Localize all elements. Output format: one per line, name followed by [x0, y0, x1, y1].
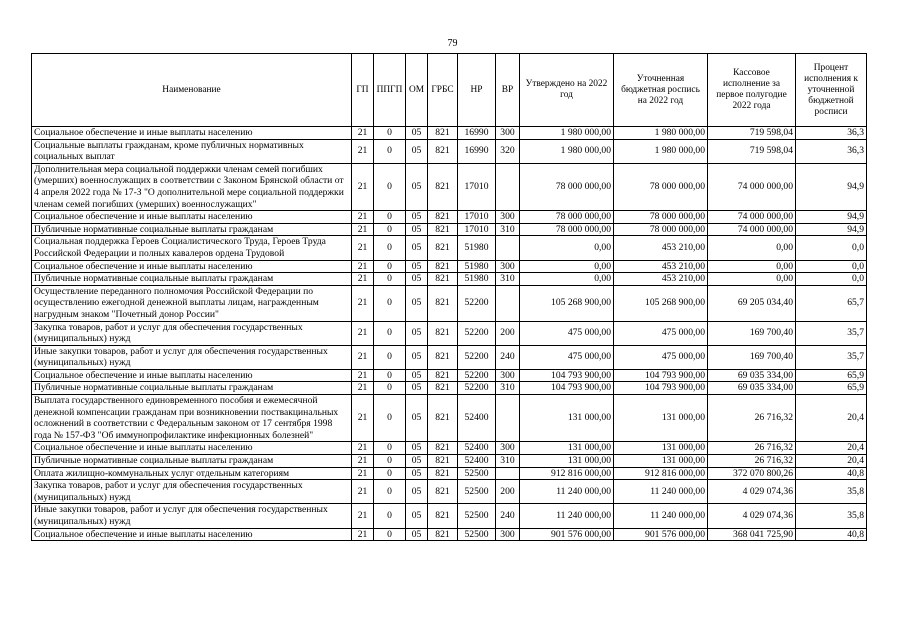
cell-om: 05 [406, 260, 428, 273]
cell-refined: 11 240 000,00 [614, 504, 708, 528]
cell-refined: 131 000,00 [614, 442, 708, 455]
cell-cash: 368 041 725,90 [708, 528, 796, 541]
cell-refined: 104 793 900,00 [614, 382, 708, 395]
cell-om: 05 [406, 211, 428, 224]
cell-percent: 0,0 [796, 273, 867, 286]
cell-grbs: 821 [428, 223, 458, 236]
cell-grbs: 821 [428, 504, 458, 528]
cell-ppgp: 0 [374, 395, 406, 442]
cell-approved: 11 240 000,00 [520, 480, 614, 504]
cell-approved: 11 240 000,00 [520, 504, 614, 528]
table-row [32, 395, 867, 442]
cell-percent: 20,4 [796, 395, 867, 442]
cell-refined: 131 000,00 [614, 395, 708, 442]
cell-om: 05 [406, 127, 428, 140]
cell-grbs: 821 [428, 236, 458, 260]
cell-nr: 52400 [458, 442, 496, 455]
cell-vr: 240 [496, 345, 520, 369]
cell-cash: 0,00 [708, 236, 796, 260]
cell-om: 05 [406, 442, 428, 455]
cell-name: Осуществление переданного полномочия Российской Федерации по осуществлению ежегодной денежной выплаты лицам, награжденным нагрудным знаком "Почетный донор России" [32, 285, 352, 321]
header-vr: ВР [496, 54, 520, 127]
cell-name: Иные закупки товаров, работ и услуг для обеспечения государственных (муниципальных) нужд [32, 504, 352, 528]
cell-ppgp: 0 [374, 345, 406, 369]
cell-grbs: 821 [428, 395, 458, 442]
cell-ppgp: 0 [374, 442, 406, 455]
cell-approved: 105 268 900,00 [520, 285, 614, 321]
cell-ppgp: 0 [374, 223, 406, 236]
cell-percent: 35,8 [796, 504, 867, 528]
table-row [32, 273, 867, 286]
cell-nr: 51980 [458, 236, 496, 260]
table-row [32, 382, 867, 395]
cell-name: Социальное обеспечение и иные выплаты населению [32, 442, 352, 455]
cell-name: Публичные нормативные социальные выплаты гражданам [32, 455, 352, 468]
cell-vr: 240 [496, 504, 520, 528]
cell-name: Социальное обеспечение и иные выплаты населению [32, 369, 352, 382]
header-om: ОМ [406, 54, 428, 127]
cell-vr [496, 395, 520, 442]
cell-percent: 65,7 [796, 285, 867, 321]
cell-vr [496, 285, 520, 321]
cell-om: 05 [406, 223, 428, 236]
cell-grbs: 821 [428, 260, 458, 273]
cell-nr: 52500 [458, 480, 496, 504]
cell-approved: 1 980 000,00 [520, 127, 614, 140]
cell-percent: 65,9 [796, 369, 867, 382]
header-grbs: ГРБС [428, 54, 458, 127]
cell-nr: 52500 [458, 504, 496, 528]
cell-om: 05 [406, 273, 428, 286]
cell-gp: 21 [352, 273, 374, 286]
cell-nr: 17010 [458, 223, 496, 236]
table-row [32, 211, 867, 224]
cell-name: Закупка товаров, работ и услуг для обеспечения государственных (муниципальных) нужд [32, 321, 352, 345]
cell-om: 05 [406, 480, 428, 504]
cell-grbs: 821 [428, 382, 458, 395]
cell-nr: 52200 [458, 285, 496, 321]
table-row [32, 236, 867, 260]
cell-gp: 21 [352, 163, 374, 210]
cell-ppgp: 0 [374, 273, 406, 286]
cell-percent: 36,3 [796, 139, 867, 163]
cell-vr: 300 [496, 260, 520, 273]
cell-name: Оплата жилищно-коммунальных услуг отдельным категориям [32, 467, 352, 480]
cell-grbs: 821 [428, 467, 458, 480]
cell-om: 05 [406, 504, 428, 528]
header-cash: Кассовое исполнение за первое полугодие 2022 года [708, 54, 796, 127]
cell-ppgp: 0 [374, 321, 406, 345]
cell-approved: 78 000 000,00 [520, 163, 614, 210]
page-number: 79 [447, 38, 458, 49]
cell-gp: 21 [352, 455, 374, 468]
cell-gp: 21 [352, 382, 374, 395]
cell-grbs: 821 [428, 480, 458, 504]
cell-percent: 35,7 [796, 345, 867, 369]
cell-cash: 719 598,04 [708, 127, 796, 140]
cell-cash: 74 000 000,00 [708, 223, 796, 236]
cell-name: Закупка товаров, работ и услуг для обеспечения государственных (муниципальных) нужд [32, 480, 352, 504]
table-row [32, 163, 867, 210]
cell-cash: 74 000 000,00 [708, 211, 796, 224]
header-row [32, 54, 867, 127]
cell-gp: 21 [352, 223, 374, 236]
cell-om: 05 [406, 528, 428, 541]
cell-cash: 26 716,32 [708, 455, 796, 468]
cell-refined: 475 000,00 [614, 321, 708, 345]
cell-om: 05 [406, 455, 428, 468]
cell-gp: 21 [352, 369, 374, 382]
cell-vr [496, 236, 520, 260]
cell-percent: 36,3 [796, 127, 867, 140]
cell-om: 05 [406, 382, 428, 395]
cell-nr: 16990 [458, 127, 496, 140]
cell-name: Социальное обеспечение и иные выплаты населению [32, 260, 352, 273]
cell-nr: 51980 [458, 260, 496, 273]
table-row [32, 223, 867, 236]
table-row [32, 504, 867, 528]
cell-vr: 310 [496, 455, 520, 468]
cell-cash: 74 000 000,00 [708, 163, 796, 210]
cell-approved: 475 000,00 [520, 321, 614, 345]
cell-name: Социальные выплаты гражданам, кроме публичных нормативных социальных выплат [32, 139, 352, 163]
cell-om: 05 [406, 163, 428, 210]
cell-percent: 35,8 [796, 480, 867, 504]
cell-vr: 300 [496, 127, 520, 140]
cell-nr: 17010 [458, 163, 496, 210]
cell-ppgp: 0 [374, 285, 406, 321]
cell-nr: 52200 [458, 345, 496, 369]
cell-cash: 69 035 334,00 [708, 369, 796, 382]
cell-name: Социальное обеспечение и иные выплаты населению [32, 528, 352, 541]
cell-ppgp: 0 [374, 382, 406, 395]
table-row [32, 480, 867, 504]
cell-nr: 52200 [458, 382, 496, 395]
cell-vr [496, 467, 520, 480]
cell-name: Публичные нормативные социальные выплаты гражданам [32, 273, 352, 286]
table-row [32, 345, 867, 369]
cell-gp: 21 [352, 442, 374, 455]
cell-cash: 372 070 800,26 [708, 467, 796, 480]
cell-cash: 0,00 [708, 260, 796, 273]
cell-gp: 21 [352, 236, 374, 260]
budget-table [31, 53, 867, 541]
cell-approved: 131 000,00 [520, 442, 614, 455]
cell-approved: 104 793 900,00 [520, 382, 614, 395]
cell-vr: 310 [496, 382, 520, 395]
cell-approved: 1 980 000,00 [520, 139, 614, 163]
header-name: Наименование [32, 54, 352, 127]
cell-nr: 52200 [458, 321, 496, 345]
cell-percent: 94,9 [796, 163, 867, 210]
cell-gp: 21 [352, 528, 374, 541]
cell-gp: 21 [352, 345, 374, 369]
cell-name: Иные закупки товаров, работ и услуг для обеспечения государственных (муниципальных) нужд [32, 345, 352, 369]
cell-vr: 300 [496, 528, 520, 541]
cell-grbs: 821 [428, 442, 458, 455]
cell-om: 05 [406, 345, 428, 369]
cell-nr: 16990 [458, 139, 496, 163]
header-nr: НР [458, 54, 496, 127]
cell-approved: 0,00 [520, 236, 614, 260]
cell-approved: 131 000,00 [520, 395, 614, 442]
cell-cash: 719 598,04 [708, 139, 796, 163]
cell-nr: 52400 [458, 395, 496, 442]
cell-grbs: 821 [428, 285, 458, 321]
cell-ppgp: 0 [374, 127, 406, 140]
cell-name: Дополнительная мера социальной поддержки членам семей погибших (умерших) военнослужащих в соответствии с Законом Брянской области от 4 апреля 2022 года № 17-З "О дополнительной мере социальной поддержки членам семей погибших (умерших) военнослужащих" [32, 163, 352, 210]
cell-gp: 21 [352, 504, 374, 528]
table-row [32, 455, 867, 468]
cell-cash: 26 716,32 [708, 395, 796, 442]
cell-cash: 69 035 334,00 [708, 382, 796, 395]
cell-cash: 69 205 034,40 [708, 285, 796, 321]
cell-ppgp: 0 [374, 260, 406, 273]
cell-vr: 310 [496, 223, 520, 236]
cell-vr: 320 [496, 139, 520, 163]
cell-percent: 35,7 [796, 321, 867, 345]
cell-percent: 65,9 [796, 382, 867, 395]
cell-percent: 40,8 [796, 467, 867, 480]
header-percent: Процент исполнения к уточненной бюджетной росписи [796, 54, 867, 127]
cell-vr: 300 [496, 442, 520, 455]
cell-cash: 169 700,40 [708, 321, 796, 345]
cell-nr: 17010 [458, 211, 496, 224]
cell-refined: 912 816 000,00 [614, 467, 708, 480]
cell-grbs: 821 [428, 163, 458, 210]
table-row [32, 139, 867, 163]
cell-approved: 78 000 000,00 [520, 211, 614, 224]
cell-om: 05 [406, 285, 428, 321]
cell-ppgp: 0 [374, 467, 406, 480]
header-ppgp: ППГП [374, 54, 406, 127]
cell-om: 05 [406, 321, 428, 345]
table-row [32, 260, 867, 273]
cell-gp: 21 [352, 127, 374, 140]
table-row [32, 127, 867, 140]
cell-cash: 0,00 [708, 273, 796, 286]
cell-percent: 94,9 [796, 223, 867, 236]
cell-percent: 94,9 [796, 211, 867, 224]
cell-gp: 21 [352, 285, 374, 321]
cell-nr: 52400 [458, 455, 496, 468]
cell-grbs: 821 [428, 369, 458, 382]
cell-ppgp: 0 [374, 139, 406, 163]
cell-name: Публичные нормативные социальные выплаты гражданам [32, 382, 352, 395]
cell-gp: 21 [352, 321, 374, 345]
cell-gp: 21 [352, 211, 374, 224]
cell-refined: 901 576 000,00 [614, 528, 708, 541]
cell-vr: 310 [496, 273, 520, 286]
cell-grbs: 821 [428, 345, 458, 369]
cell-gp: 21 [352, 395, 374, 442]
cell-percent: 20,4 [796, 442, 867, 455]
cell-percent: 0,0 [796, 236, 867, 260]
cell-approved: 104 793 900,00 [520, 369, 614, 382]
cell-grbs: 821 [428, 455, 458, 468]
cell-refined: 104 793 900,00 [614, 369, 708, 382]
cell-grbs: 821 [428, 321, 458, 345]
cell-name: Выплата государственного единовременного пособия и ежемесячной денежной компенсации гражданам при возникновении поствакцинальных осложнений в соответствии с Федеральным законом от 17 сентября 1998 года № 157-ФЗ "Об иммунопрофилактике инфекционных болезней" [32, 395, 352, 442]
cell-gp: 21 [352, 467, 374, 480]
cell-name: Социальное обеспечение и иные выплаты населению [32, 211, 352, 224]
cell-om: 05 [406, 369, 428, 382]
cell-vr: 300 [496, 369, 520, 382]
cell-approved: 901 576 000,00 [520, 528, 614, 541]
cell-approved: 0,00 [520, 260, 614, 273]
cell-ppgp: 0 [374, 369, 406, 382]
cell-vr [496, 163, 520, 210]
cell-grbs: 821 [428, 528, 458, 541]
cell-refined: 1 980 000,00 [614, 139, 708, 163]
table-row [32, 467, 867, 480]
cell-ppgp: 0 [374, 528, 406, 541]
cell-name: Публичные нормативные социальные выплаты гражданам [32, 223, 352, 236]
cell-nr: 52200 [458, 369, 496, 382]
cell-refined: 78 000 000,00 [614, 211, 708, 224]
cell-ppgp: 0 [374, 504, 406, 528]
cell-grbs: 821 [428, 139, 458, 163]
cell-cash: 26 716,32 [708, 442, 796, 455]
cell-ppgp: 0 [374, 211, 406, 224]
cell-ppgp: 0 [374, 480, 406, 504]
cell-om: 05 [406, 139, 428, 163]
cell-approved: 78 000 000,00 [520, 223, 614, 236]
cell-gp: 21 [352, 260, 374, 273]
cell-vr: 300 [496, 211, 520, 224]
cell-nr: 51980 [458, 273, 496, 286]
cell-nr: 52500 [458, 528, 496, 541]
cell-percent: 20,4 [796, 455, 867, 468]
cell-refined: 11 240 000,00 [614, 480, 708, 504]
cell-refined: 105 268 900,00 [614, 285, 708, 321]
cell-om: 05 [406, 236, 428, 260]
cell-refined: 475 000,00 [614, 345, 708, 369]
table-row [32, 442, 867, 455]
cell-refined: 1 980 000,00 [614, 127, 708, 140]
cell-cash: 4 029 074,36 [708, 480, 796, 504]
header-approved: Утверждено на 2022 год [520, 54, 614, 127]
cell-ppgp: 0 [374, 455, 406, 468]
cell-ppgp: 0 [374, 236, 406, 260]
cell-gp: 21 [352, 139, 374, 163]
table-row [32, 369, 867, 382]
cell-refined: 131 000,00 [614, 455, 708, 468]
cell-percent: 0,0 [796, 260, 867, 273]
cell-nr: 52500 [458, 467, 496, 480]
cell-approved: 0,00 [520, 273, 614, 286]
cell-grbs: 821 [428, 211, 458, 224]
cell-approved: 131 000,00 [520, 455, 614, 468]
table-row [32, 285, 867, 321]
cell-om: 05 [406, 395, 428, 442]
header-refined: Уточненная бюджетная роспись на 2022 год [614, 54, 708, 127]
cell-grbs: 821 [428, 273, 458, 286]
table-row [32, 528, 867, 541]
cell-approved: 912 816 000,00 [520, 467, 614, 480]
cell-vr: 200 [496, 480, 520, 504]
cell-refined: 78 000 000,00 [614, 223, 708, 236]
cell-gp: 21 [352, 480, 374, 504]
cell-name: Социальная поддержка Героев Социалистического Труда, Героев Труда Российской Федерации и полных кавалеров ордена Трудовой [32, 236, 352, 260]
cell-vr: 200 [496, 321, 520, 345]
cell-refined: 453 210,00 [614, 236, 708, 260]
cell-cash: 4 029 074,36 [708, 504, 796, 528]
cell-cash: 169 700,40 [708, 345, 796, 369]
table-row [32, 321, 867, 345]
cell-ppgp: 0 [374, 163, 406, 210]
cell-name: Социальное обеспечение и иные выплаты населению [32, 127, 352, 140]
cell-approved: 475 000,00 [520, 345, 614, 369]
cell-refined: 453 210,00 [614, 273, 708, 286]
cell-refined: 453 210,00 [614, 260, 708, 273]
table-body [32, 127, 867, 541]
header-gp: ГП [352, 54, 374, 127]
cell-grbs: 821 [428, 127, 458, 140]
cell-percent: 40,8 [796, 528, 867, 541]
cell-refined: 78 000 000,00 [614, 163, 708, 210]
cell-om: 05 [406, 467, 428, 480]
